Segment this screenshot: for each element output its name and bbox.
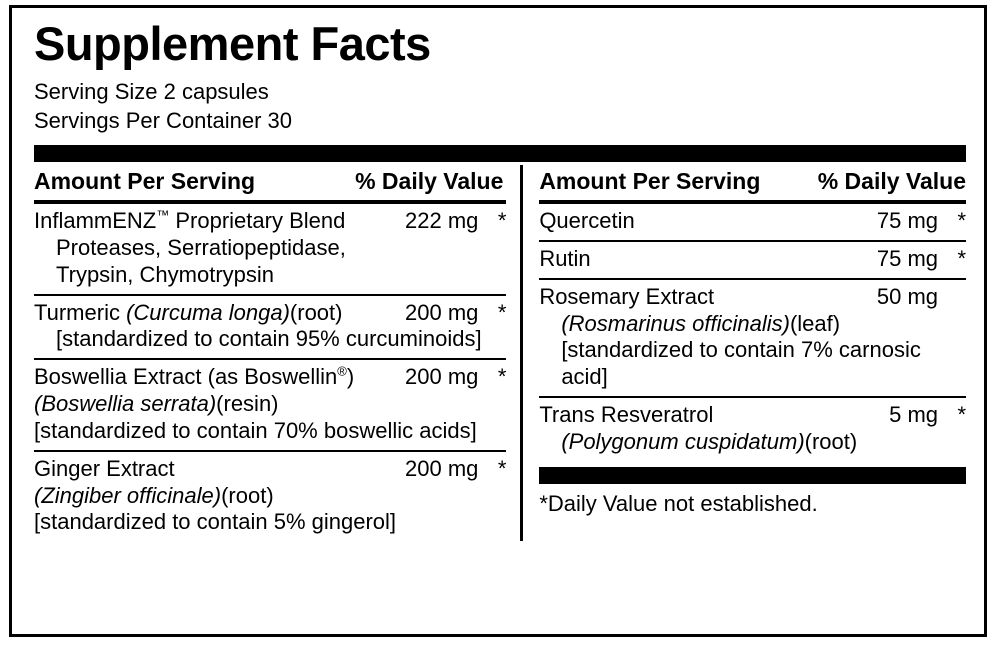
table-row <box>539 398 966 461</box>
nutrient-subline: [standardized to contain 7% carnosic acid] <box>561 337 921 390</box>
daily-value-footnote: *Daily Value not established. <box>539 490 818 516</box>
table-row <box>539 280 966 396</box>
table-row <box>539 242 966 278</box>
nutrient-daily-value: * <box>957 245 967 271</box>
nutrient-subline: Proteases, Serratiopeptidase, <box>56 234 346 260</box>
page-title: Supplement Facts <box>34 17 431 70</box>
nutrient-daily-value: * <box>957 402 967 428</box>
nutrient-name: Rutin <box>539 245 591 271</box>
nutrient-latin-name: (Polygonum cuspidatum)(root) <box>561 428 858 454</box>
trademark-symbol: ™ <box>156 207 170 223</box>
nutrient-name: Rosemary Extract <box>539 283 715 309</box>
nutrient-subline: [standardized to contain 5% gingerol] <box>34 509 397 535</box>
nutrient-subline: [standardized to contain 95% curcuminoids] <box>56 326 482 352</box>
amount-per-serving-label: Amount Per Serving <box>539 168 761 195</box>
nutrient-name: Ginger Extract <box>34 455 175 481</box>
nutrient-daily-value: * <box>497 364 507 390</box>
nutrient-subline: [standardized to contain 70% boswellic acids] <box>34 417 477 443</box>
nutrient-daily-value: * <box>957 208 967 234</box>
nutrient-amount: 200 mg <box>405 299 479 325</box>
nutrient-amount: 75 mg <box>876 245 939 271</box>
nutrient-name: Boswellia Extract (as Boswellin®) <box>34 363 355 390</box>
nutrient-amount: 200 mg <box>405 455 479 481</box>
right-column-header <box>539 162 966 200</box>
label-inner <box>34 18 966 626</box>
nutrient-name: Turmeric (Curcuma longa)(root) <box>34 299 343 325</box>
table-row <box>34 360 506 449</box>
nutrient-name: Quercetin <box>539 208 635 234</box>
nutrient-subline: Trypsin, Chymotrypsin <box>56 261 275 287</box>
table-row <box>34 452 506 541</box>
nutrient-daily-value: * <box>497 299 507 325</box>
nutrient-amount: 50 mg <box>876 283 939 309</box>
serving-size: Serving Size 2 capsules <box>34 78 269 104</box>
daily-value-label: % Daily Value <box>817 168 967 195</box>
footer-bar <box>539 467 966 484</box>
amount-per-serving-label: Amount Per Serving <box>34 168 256 195</box>
nutrient-daily-value: * <box>497 455 507 481</box>
table-row <box>539 204 966 240</box>
nutrient-amount: 75 mg <box>876 208 939 234</box>
nutrient-daily-value: * <box>497 208 507 234</box>
nutrient-columns <box>34 162 966 541</box>
nutrient-amount: 5 mg <box>889 402 939 428</box>
nutrient-name: InflammENZ™ Proprietary Blend <box>34 207 346 234</box>
daily-value-label: % Daily Value <box>355 168 504 195</box>
right-column <box>523 162 966 541</box>
table-row <box>34 296 506 359</box>
serving-info <box>34 77 966 136</box>
nutrient-amount: 200 mg <box>405 364 479 390</box>
left-column-header <box>34 162 506 200</box>
servings-per-container: Servings Per Container 30 <box>34 107 293 133</box>
left-column <box>34 162 520 541</box>
header-bar <box>34 145 966 162</box>
nutrient-latin-name: (Rosmarinus officinalis)(leaf) <box>561 310 841 336</box>
supplement-facts-panel <box>9 5 987 637</box>
nutrient-amount: 222 mg <box>405 208 479 234</box>
nutrient-name: Trans Resveratrol <box>539 402 714 428</box>
nutrient-latin-name: (Zingiber officinale)(root) <box>34 482 274 508</box>
registered-symbol: ® <box>337 363 347 379</box>
nutrient-latin-name: (Boswellia serrata)(resin) <box>34 391 279 417</box>
table-row <box>34 204 506 293</box>
